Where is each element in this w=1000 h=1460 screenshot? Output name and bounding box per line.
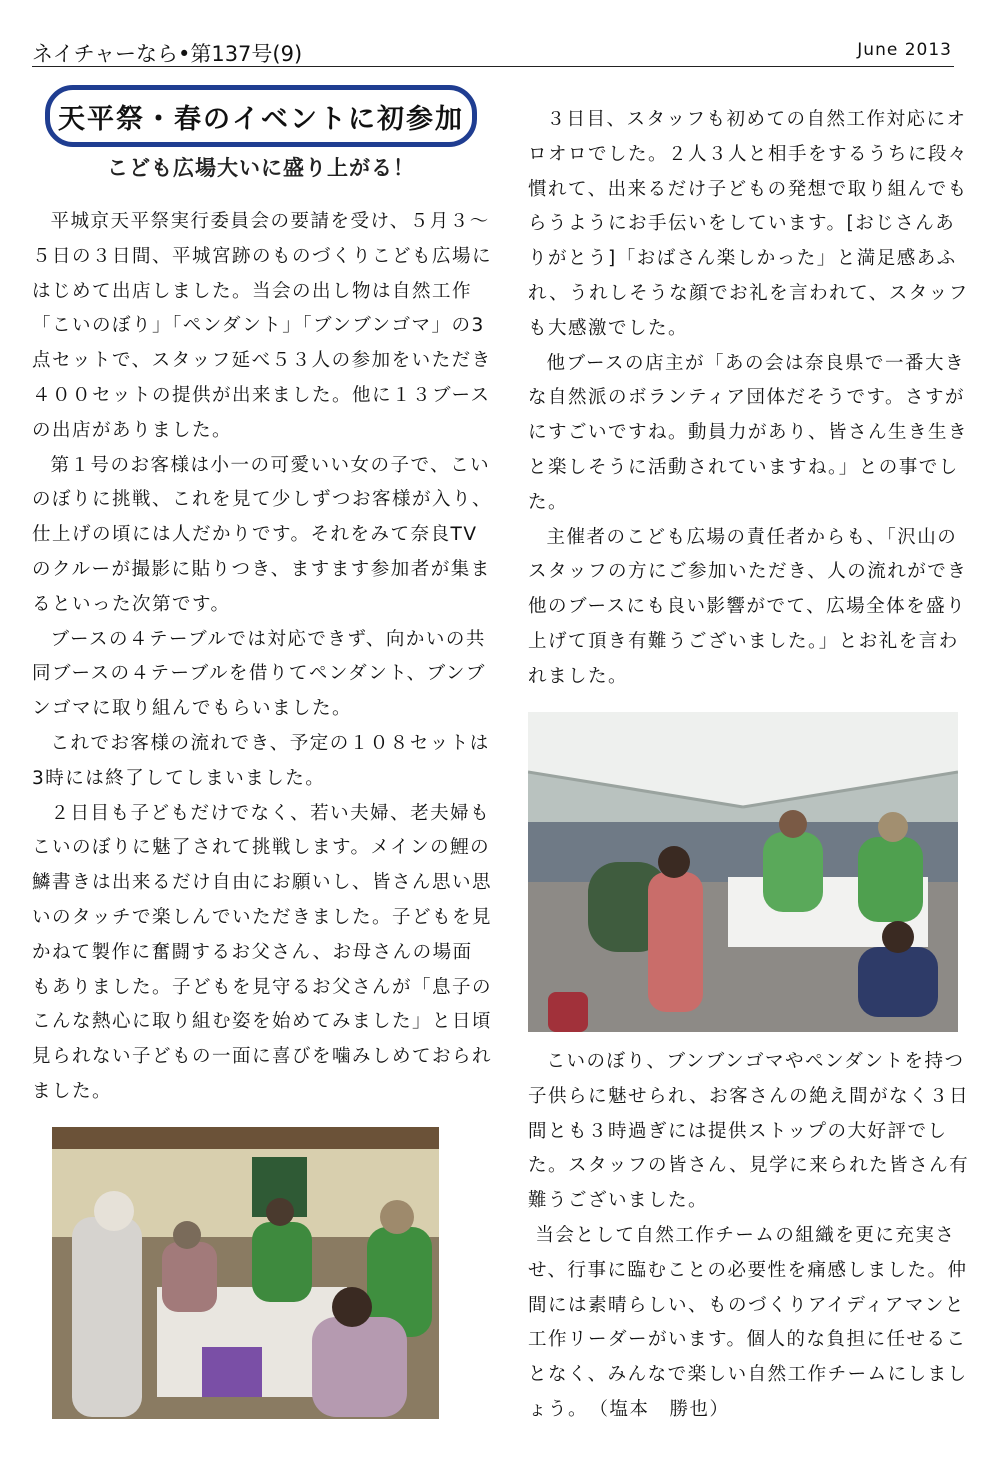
- paragraph: 平城京天平祭実行委員会の要請を受け、５月３～５日の３日間、平城宮跡のものづくりこども広場にはじめて出店しました。当会の出し物は自然工作「こいのぼり」「ペンダント」「ブンブンゴマ」の3点セットで、スタッフ延べ５３人の参加をいただき４００セットの提供が出来ました。他に１３ブースの出店がありました。: [32, 211, 493, 441]
- event-photo-workshop: [52, 1127, 439, 1419]
- event-photo-tent: [528, 712, 958, 1032]
- paragraph: こいのぼり、ブンブンゴマやペンダントを持つ子供らに魅せられ、お客さんの絶え間がなく３日間とも３時過ぎには提供ストップの大好評でした。スタッフの皆さん、見学に来られた皆さん有難うございました。: [528, 1051, 970, 1212]
- newsletter-issue: ネイチャーなら•第137号(9): [32, 42, 303, 66]
- paragraph: ブースの４テーブルでは対応できず、向かいの共同ブースの４テーブルを借りてペンダント、ブンブンゴマに取り組んでもらいました。: [32, 628, 486, 720]
- paragraph: 他ブースの店主が「あの会は奈良県で一番大きな自然派のボランティア団体だそうです。さすがにすごいですね。動員力があり、皆さん生き生きと楽しそうに活動されていますね。」との事でした。: [528, 352, 969, 513]
- paragraph: 第１号のお客様は小一の可愛いい女の子で、こいのぼりに挑戦、これを見て少しずつお客様が入り、仕上げの頃には人だかりです。それをみて奈良TVのクルーが撮影に貼りつき、ますます参加者が集まるといった次第です。: [32, 454, 493, 615]
- right-column-top: [528, 103, 970, 695]
- page-header: [32, 36, 954, 67]
- article-title-box: [45, 85, 477, 147]
- paragraph: 主催者のこども広場の責任者からも、「沢山のスタッフの方にご参加いただき、人の流れができ他のブースにも良い影響がでて、広場全体を盛り上げて頂き有難うございました。」とお礼を言われました。: [528, 526, 968, 687]
- tent-scene-illustration: [528, 712, 958, 1032]
- paragraph: ３日目、スタッフも初めての自然工作対応にオロオロでした。２人３人と相手をするうちに段々慣れて、出来るだけ子どもの発想で取り組んでもらうようにお手伝いをしています。[おじさんありがとう]「おばさん楽しかった」と満足感あふれ、うれしそうな顔でお礼を言われて、スタッフも大感激でした。: [528, 109, 969, 339]
- workshop-scene-illustration: [52, 1127, 439, 1419]
- article-subtitle: こども広場大いに盛り上がる！: [107, 156, 415, 180]
- paragraph: ２日目も子どもだけでなく、若い夫婦、老夫婦もこいのぼりに魅了されて挑戦します。メインの鯉の鱗書きは出来るだけ自由にお願いし、皆さん思い思いのタッチで楽しんでいただきました。子どもを見かねて製作に奮闘するお父さん、お母さんの場面もありました。子どもを見守るお父さんが「息子のこんな熱心に取り組む姿を始めてみました」と日頃見られない子どもの一面に喜びを噛みしめておられました。: [32, 802, 493, 1102]
- issue-date: June 2013: [857, 40, 952, 60]
- paragraph: 当会として自然工作チームの組織を更に充実させ、行事に臨むことの必要性を痛感しました。仲間には素晴らしい、ものづくりアイディアマンと工作リーダーがいます。個人的な負担に任せることなく、みんなで楽しい自然工作チームにしましょう。 （塩本 勝也）: [528, 1224, 968, 1420]
- article-title: 天平祭・春のイベントに初参加: [58, 103, 464, 135]
- left-column: [32, 205, 492, 1110]
- paragraph: これでお客様の流れでき、予定の１０８セットは3時には終了してしまいました。: [32, 732, 490, 789]
- right-column-bottom: [528, 1045, 970, 1428]
